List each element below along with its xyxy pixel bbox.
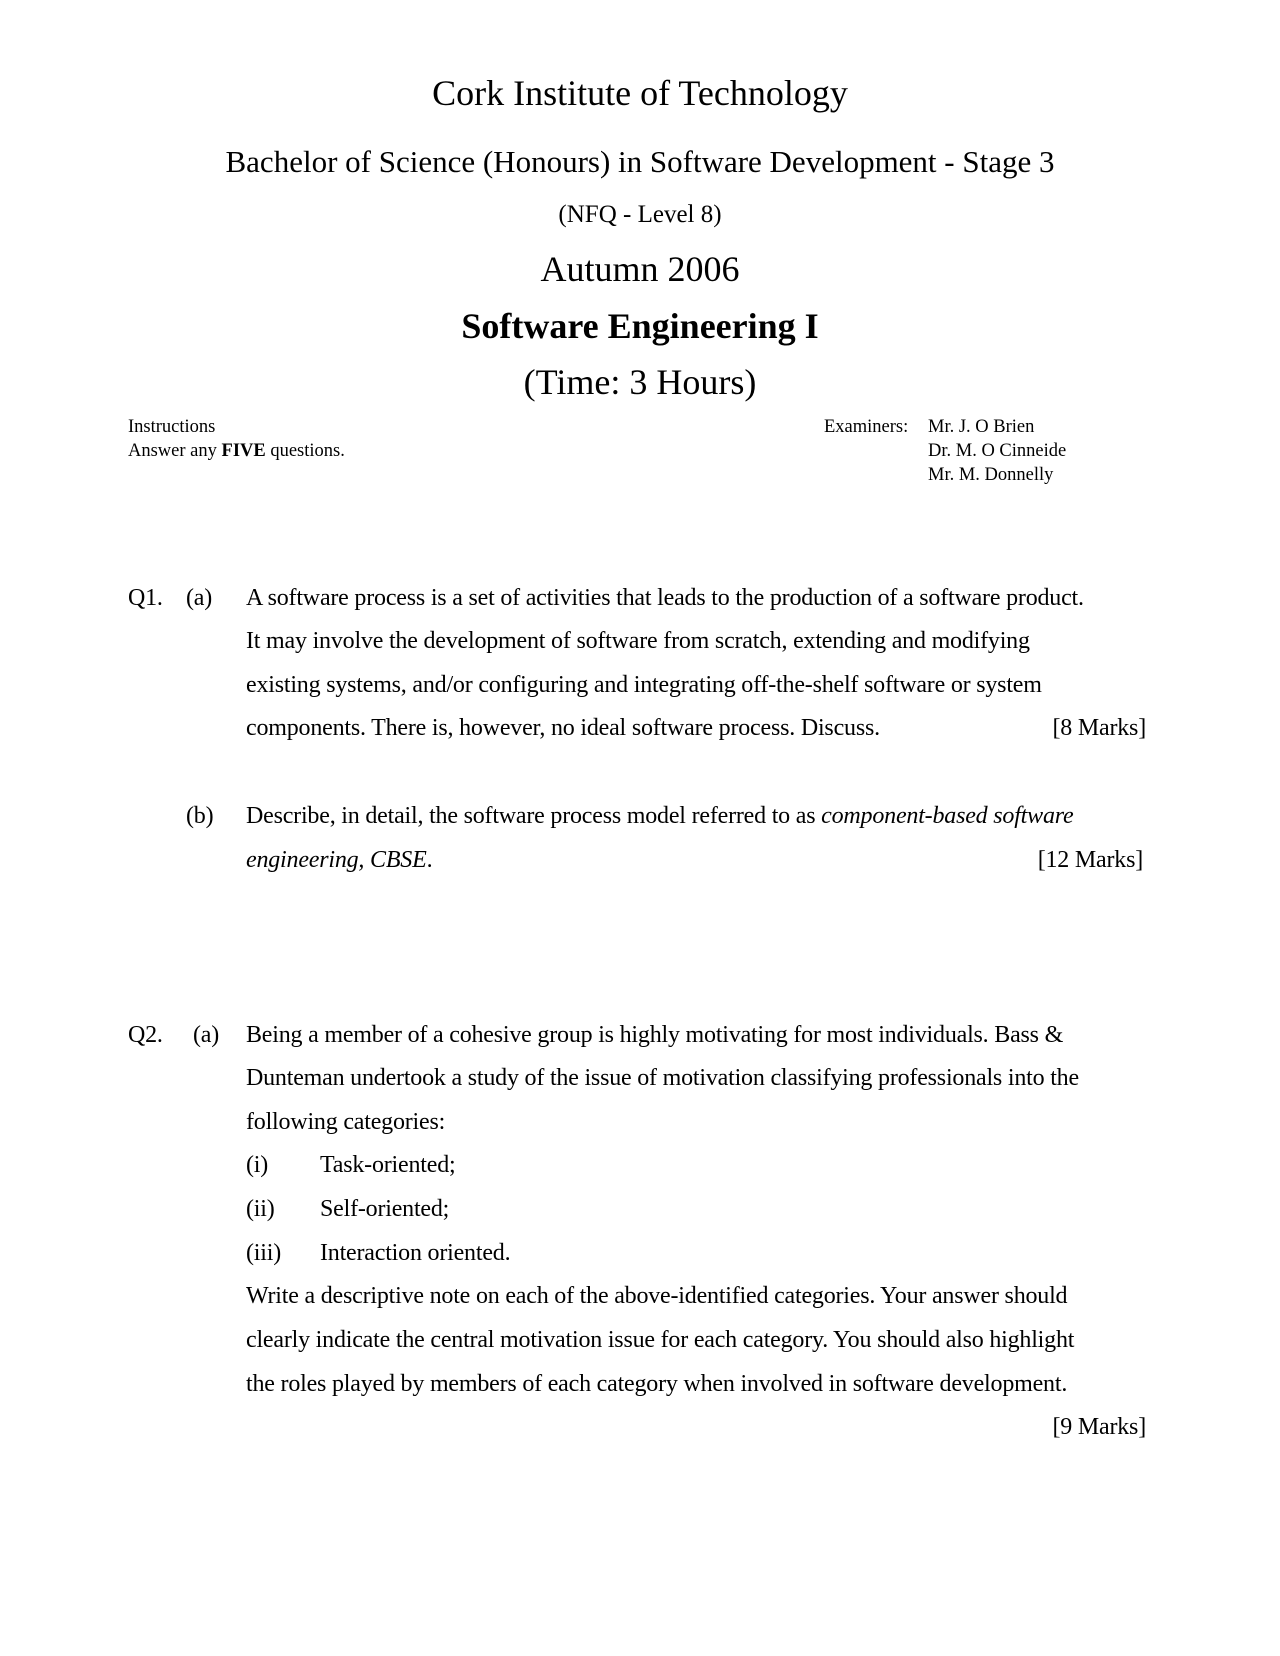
- part-label: (a): [186, 585, 213, 611]
- question-text-line: It may involve the development of software from scratch, extending and modifying: [246, 628, 1030, 654]
- marks-label: [12 Marks]: [1037, 847, 1143, 873]
- nfq-level: (NFQ - Level 8): [558, 201, 722, 228]
- institution-title: Cork Institute of Technology: [432, 73, 848, 113]
- question-number: Q2.: [128, 1022, 163, 1048]
- instructions-emphasis: FIVE: [221, 441, 266, 461]
- question-text-line: Dunteman undertook a study of the issue of motivation classifying professionals into the: [246, 1065, 1079, 1091]
- marks-label: [8 Marks]: [1052, 715, 1146, 741]
- instructions-prefix: Answer any: [128, 441, 222, 461]
- question-text-suffix: .: [426, 847, 433, 873]
- question-text-line: components. There is, however, no ideal software process. Discuss.: [246, 715, 880, 741]
- part-label: (a): [193, 1022, 220, 1048]
- examiner-name: Mr. J. O Brien: [928, 417, 1035, 437]
- question-text-line: following categories:: [246, 1109, 446, 1135]
- list-item: Self-oriented;: [320, 1196, 450, 1222]
- list-item-number: (ii): [246, 1196, 275, 1222]
- question-text-emphasis: engineering, CBSE: [246, 847, 427, 873]
- question-number: Q1.: [128, 585, 163, 611]
- programme-title: Bachelor of Science (Honours) in Software Development - Stage 3: [225, 144, 1055, 179]
- question-text-line: Write a descriptive note on each of the above-identified categories. Your answer should: [246, 1283, 1068, 1309]
- question-text-prefix: Describe, in detail, the software process model referred to as: [246, 803, 822, 829]
- subject-title: Software Engineering I: [461, 306, 819, 346]
- question-text-line: the roles played by members of each category when involved in software development.: [246, 1371, 1068, 1397]
- marks-label: [9 Marks]: [1052, 1414, 1146, 1440]
- exam-session: Autumn 2006: [540, 249, 740, 289]
- question-text-line: [246, 847, 432, 874]
- list-item-number: (i): [246, 1152, 269, 1178]
- examiner-name: Dr. M. O Cinneide: [928, 441, 1067, 461]
- question-text-line: clearly indicate the central motivation issue for each category. You should also highlight: [246, 1327, 1075, 1353]
- part-label: (b): [186, 803, 214, 829]
- question-text-line: existing systems, and/or configuring and integrating off-the-shelf software or system: [246, 672, 1042, 698]
- exam-duration: (Time: 3 Hours): [523, 362, 757, 402]
- list-item-number: (iii): [246, 1240, 281, 1266]
- question-text-line: [246, 803, 1073, 830]
- examiners-label: Examiners:: [824, 417, 909, 437]
- question-text-emphasis: component-based software: [821, 803, 1074, 829]
- question-text-line: A software process is a set of activities that leads to the production of a software product.: [246, 585, 1084, 611]
- question-text-line: Being a member of a cohesive group is highly motivating for most individuals. Bass &: [246, 1022, 1064, 1048]
- examiner-name: Mr. M. Donnelly: [928, 465, 1054, 485]
- list-item: Interaction oriented.: [320, 1240, 511, 1266]
- instructions-heading: Instructions: [128, 417, 216, 437]
- instructions-suffix: questions.: [265, 441, 345, 461]
- list-item: Task-oriented;: [320, 1152, 456, 1178]
- instructions-text: [128, 441, 345, 462]
